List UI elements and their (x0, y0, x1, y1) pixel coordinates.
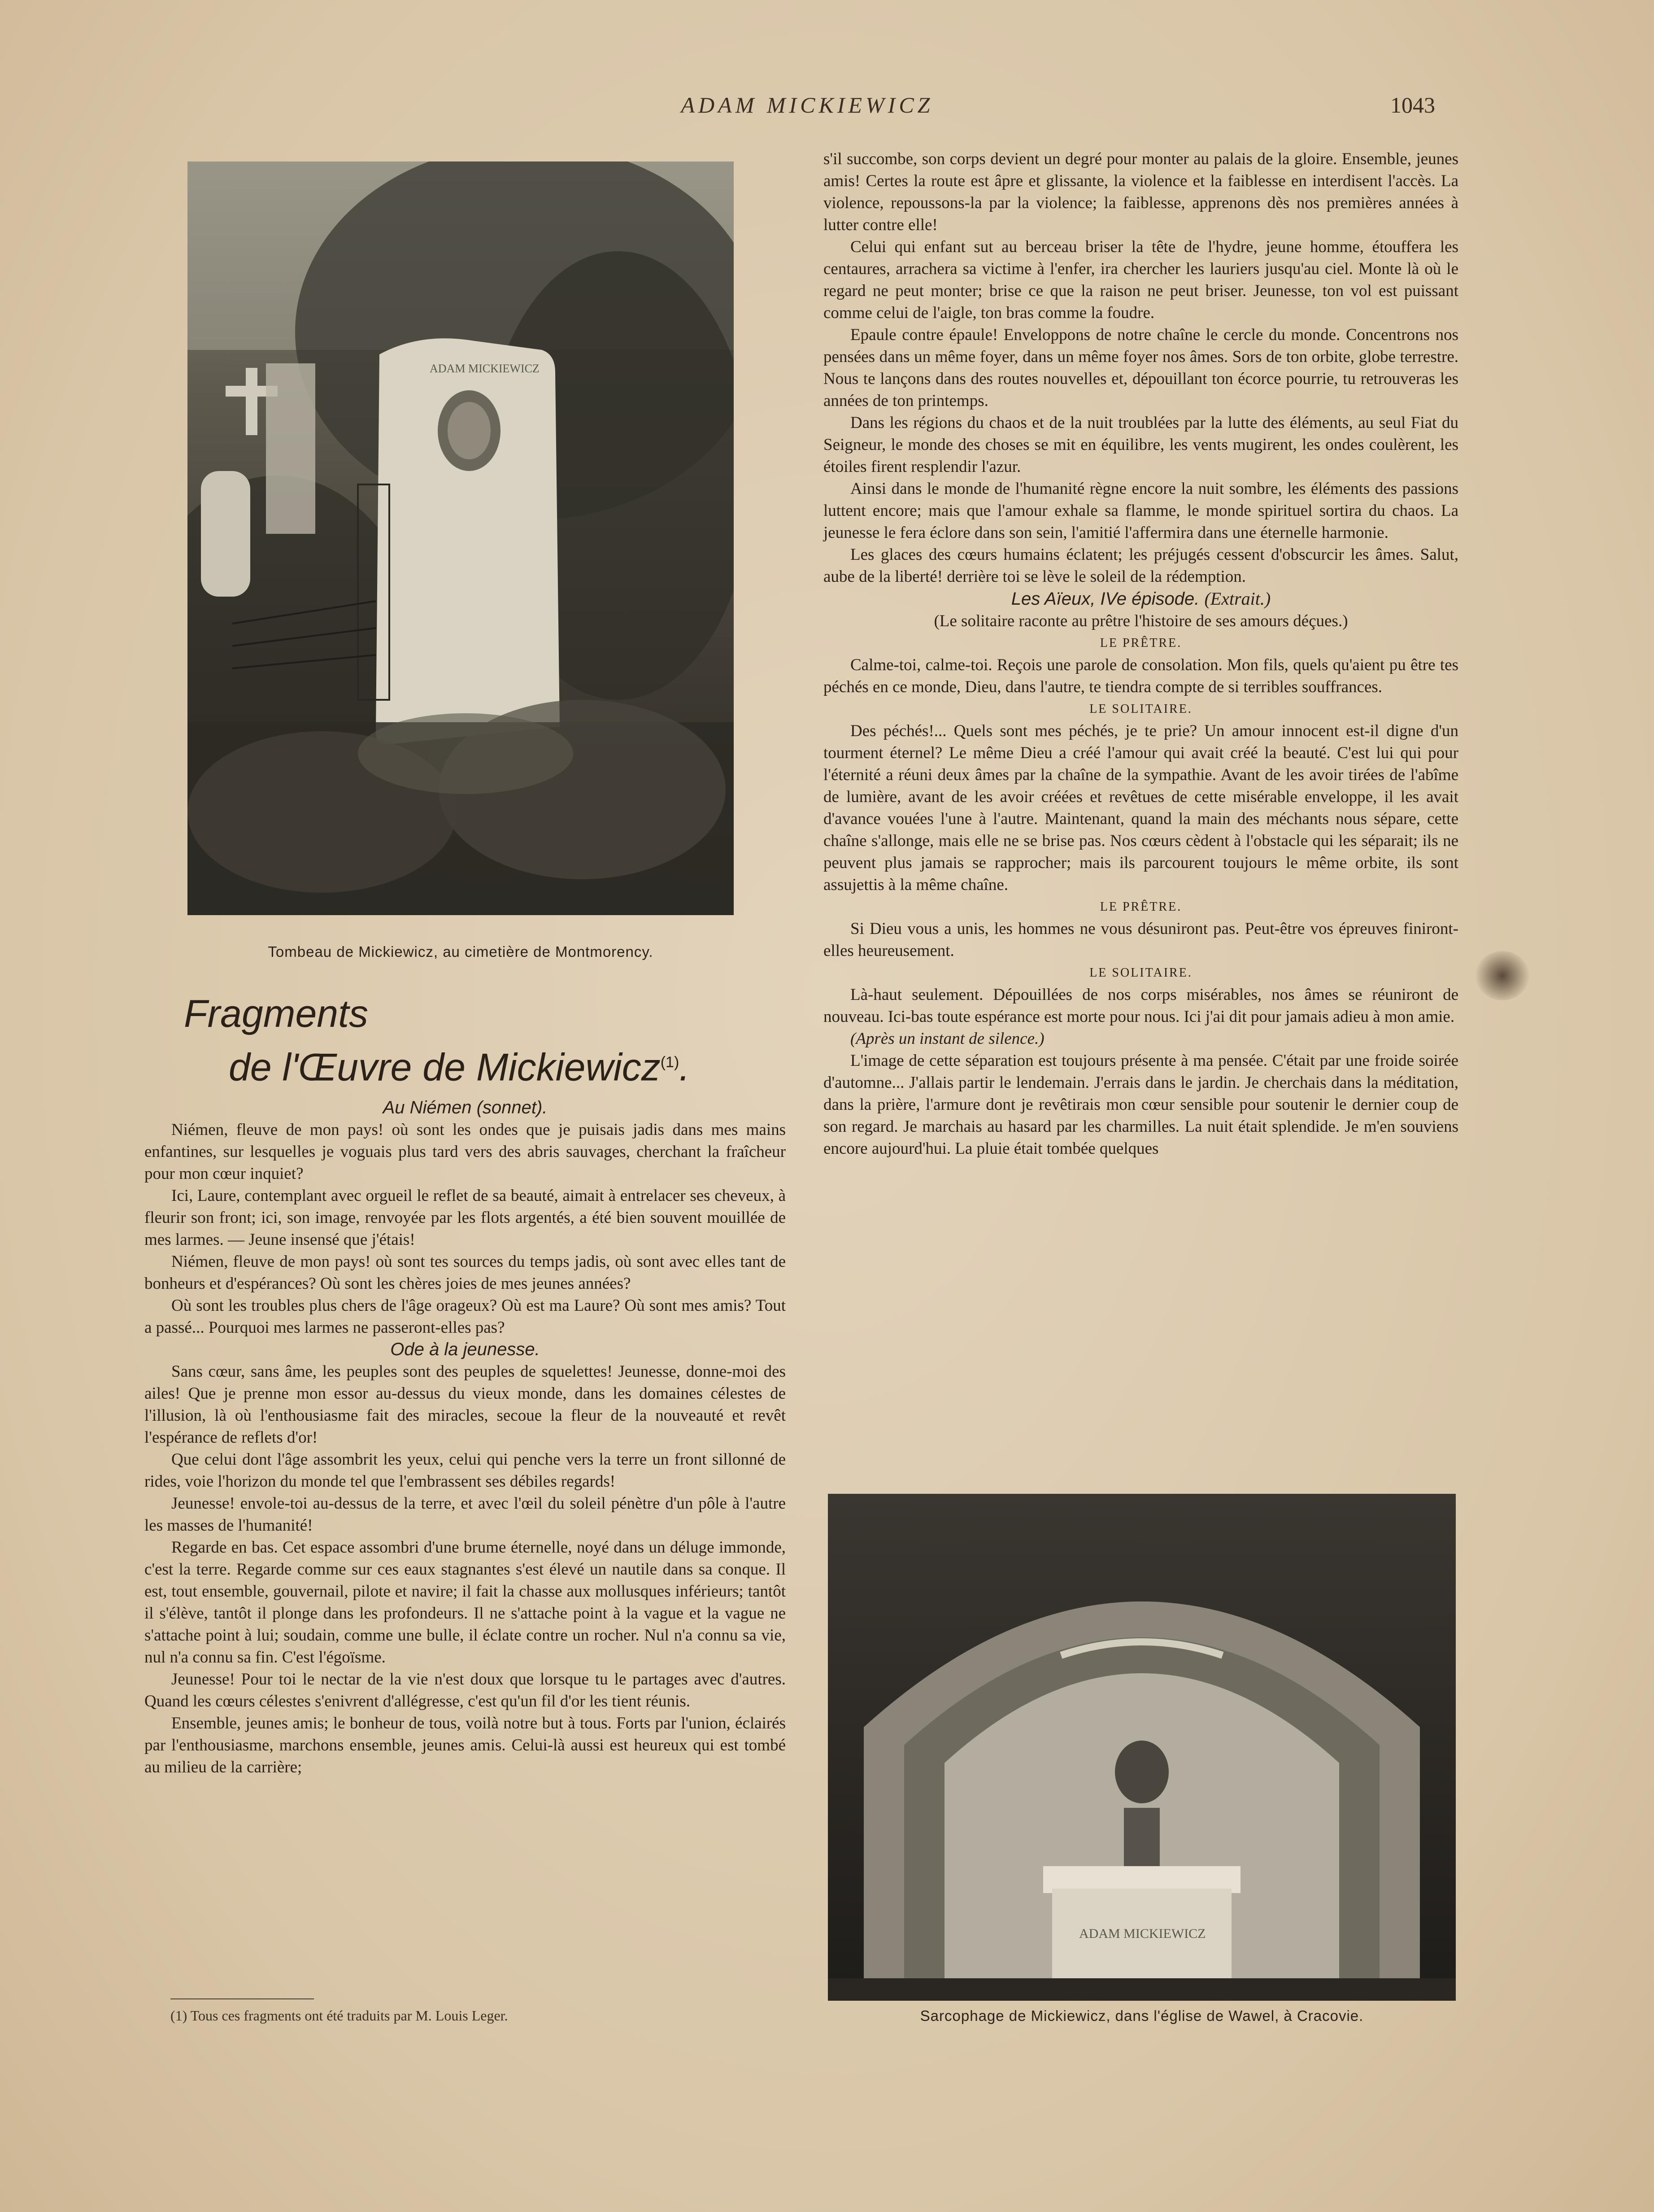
aieux-title (823, 588, 1458, 610)
dialogue-paragraph: Calme-toi, calme-toi. Reçois une parole de consolation. Mon fils, quels qu'aient pu être tes péchés en ce monde, Dieu, dans l'autre, te tiendra compte de si terribles souffrances. (823, 656, 1458, 696)
ode-paragraph: s'il succombe, son corps devient un degré pour monter au palais de la gloire. Ensemble, jeunes amis! Certes la route est âpre et glissante, la violence et la faiblesse en interdisent l'accès. La violence, repoussons-la par la violence; la faiblesse, apprenons dès nos premières années à lutter contre elle! (823, 150, 1458, 234)
running-head: ADAM MICKIEWICZ (681, 92, 934, 118)
ode-paragraph: Ensemble, jeunes amis; le bonheur de tous, voilà notre but à tous. Forts par l'union, éclairés par l'enthousiasme, marchons ensemble, jeunes amis. Celui-là aussi est heureux qui est tombé au milieu de la carrière; (144, 1714, 786, 1776)
sonnet-title: Au Niémen (sonnet). (383, 1098, 548, 1117)
sonnet-paragraph: Niémen, fleuve de mon pays! où sont les ondes que je puisais jadis dans mes mains enfantines, sur lesquelles je voguais plus tard vers des abris sauvages, cherchant la fraîcheur pour mon cœur inquiet? (144, 1121, 786, 1183)
sonnet-paragraph: Où sont les troubles plus chers de l'âge orageux? Où est ma Laure? Où sont mes amis? Tout a passé... Pourquoi mes larmes ne passeront-elles pas? (144, 1296, 786, 1337)
sarcophagus-inscription: ADAM MICKIEWICZ (1079, 1926, 1206, 1941)
tomb-inscription: ADAM MICKIEWICZ (430, 362, 540, 375)
dialogue-paragraph: Des péchés!... Quels sont mes péchés, je te prie? Un amour innocent est-il digne d'un tourment éternel? Le même Dieu a créé l'amour qui avait créé la beauté. C'est lui qui pour l'éternité a réuni deux âmes par la chaîne de la sympathie. Avant de les avoir tirées de l'abîme de lumière, avant de les avoir créées et revêtues de cette misérable enveloppe, il les avait d'avance vouées l'une à l'autre. Maintenant, quand la main des méchants nous sépare, cette chaîne s'allonge, mais elle ne se brise pas. Nos cœurs cèdent à l'obstacle qui les séparait; ils ne peuvent plus jamais se rapprocher; mais ils parcourent toujours le même orbite, ils sont assujettis à la même chaîne. (823, 722, 1458, 894)
speaker-solitary: LE SOLITAIRE. (1089, 966, 1193, 980)
ode-paragraph: Epaule contre épaule! Enveloppons de notre chaîne le cercle du monde. Concentrons nos pensées dans un même foyer, dans un même foyer nos âmes. Sors de ton orbite, globe terrestre. Nous te lançons dans des routes nouvelles et, dépouillant ton écorce pourrie, tu retrouveras les années de ton printemps. (823, 326, 1458, 410)
ode-paragraph: Jeunesse! Pour toi le nectar de la vie n'est doux que lorsque tu le partages avec d'autres. Quand les cœurs célestes s'enivrent d'allégresse, c'est qu'un fil d'or les tient réunis. (144, 1670, 786, 1710)
ode-paragraph: Celui qui enfant sut au berceau briser la tête de l'hydre, jeune homme, étouffera les centaures, arrachera sa victime à l'enfer, ira chercher les lauriers jusqu'au ciel. Monte là où le regard ne peut monter; brise ce que la raison ne peut briser. Jeunesse, ton vol est puissant comme celui de l'aigle, ton bras comme la foudre. (823, 238, 1458, 322)
ode-paragraph: Dans les régions du chaos et de la nuit troublées par la lutte des éléments, au seul Fiat du Seigneur, le monde des choses se mit en équilibre, les vents mugirent, les ondes coulèrent, les étoiles firent resplendir l'azur. (823, 414, 1458, 476)
article-title-line1: Fragments (184, 992, 369, 1035)
dialogue-paragraph: Si Dieu vous a unis, les hommes ne vous désuniront pas. Peut-être vos épreuves finiront-elles heureusement. (823, 920, 1458, 960)
right-column (823, 148, 1458, 1160)
sarcophagus-photo (828, 1494, 1456, 2001)
aieux-extract: (Extrait.) (1204, 589, 1271, 609)
tomb-photo (187, 161, 734, 915)
tomb-scene (187, 161, 734, 915)
sonnet-paragraph: Niémen, fleuve de mon pays! où sont tes sources du temps jadis, où sont avec elles tant de bonheurs et d'espérances? Où sont les chères joies de mes jeunes années? (144, 1252, 786, 1293)
aieux-title-text: Les Aïeux, IVe épisode. (1011, 589, 1200, 609)
article-title-text: de l'Œuvre de Mickiewicz (229, 1046, 661, 1089)
dialogue-paragraph: Là-haut seulement. Dépouillées de nos corps misérables, nos âmes se réuniront de nouveau. Ici-bas toute espérance est morte pour nous. Ici j'ai dit pour jamais adieu à mon amie. (823, 986, 1458, 1026)
speaker-priest: LE PRÊTRE. (1100, 900, 1182, 914)
footnote-rule (170, 1998, 314, 1999)
ode-paragraph: Les glaces des cœurs humains éclatent; les préjugés cessent d'obscurcir les âmes. Salut, aube de la liberté! derrière toi se lève le soleil de la rédemption. (823, 545, 1458, 586)
dialogue-paragraph: L'image de cette séparation est toujours présente à ma pensée. C'était par une froide soirée d'automne... J'allais partir le lendemain. J'errais dans le jardin. Je cherchais dans la méditation, dans la prière, l'armure dont je revêtirais mon cœur sensible pour soutenir le dernier coup de son regard. Je marchais au hasard par les charmilles. La nuit était splendide. Je m'en souviens encore aujourd'hui. La pluie était tombée quelques (823, 1051, 1458, 1158)
ode-paragraph: Jeunesse! envole-toi au-dessus de la terre, et avec l'œil du soleil pénètre d'un pôle à l'autre les masses de l'humanité! (144, 1494, 786, 1535)
speaker-priest: LE PRÊTRE. (1100, 636, 1182, 650)
paper-stain (1476, 951, 1529, 1000)
sarcophagus-scene (828, 1494, 1456, 2001)
footnote: (1) Tous ces fragments ont été traduits par M. Louis Leger. (170, 2007, 508, 2024)
footnote-marker: (1) (660, 1054, 679, 1071)
tomb-caption: Tombeau de Mickiewicz, au cimetière de Montmorency. (268, 943, 653, 960)
ode-paragraph: Sans cœur, sans âme, les peuples sont des peuples de squelettes! Jeunesse, donne-moi des ailes! Que je prenne mon essor au-dessus du vieux monde, dans les domaines célestes de l'illusion, là où l'enthousiasme fait des miracles, secoue la fleur de la nouveauté et revêt l'espérance de reflets d'or! (144, 1362, 786, 1447)
article-title-line2 (229, 1040, 690, 1090)
ode-paragraph: Regarde en bas. Cet espace assombri d'une brume éternelle, noyé dans un déluge immonde, c'est la terre. Regarde comme sur ces eaux stagnantes s'est élevé un nautile dans sa conque. Il est, tout ensemble, gouvernail, pilote et navire; il fait la chasse aux mollusques inférieurs; tantôt il s'élève, tantôt il plonge dans les profondeurs. Il ne s'attache point à la vague et la vague ne s'attache point à lui; soudain, comme une bulle, il éclate contre un rocher. Nul n'a connu sa vie, nul n'a connu sa fin. C'est l'égoïsme. (144, 1538, 786, 1667)
ode-title: Ode à la jeunesse. (390, 1339, 540, 1359)
stage-direction: (Après un instant de silence.) (850, 1030, 1045, 1048)
aieux-intro: (Le solitaire raconte au prêtre l'histoire de ses amours déçues.) (934, 612, 1348, 630)
ode-paragraph: Ainsi dans le monde de l'humanité règne encore la nuit sombre, les éléments des passions luttent encore; mais que l'amour exhale sa flamme, le monde spirituel sortira du chaos. La jeunesse le fera éclore dans son sein, l'amitié l'affermira dans une éternelle harmonie. (823, 480, 1458, 542)
sarcophagus-caption: Sarcophage de Mickiewicz, dans l'église de Wawel, à Cracovie. (920, 2007, 1364, 2024)
sonnet-paragraph: Ici, Laure, contemplant avec orgueil le reflet de sa beauté, aimait à entrelacer ses cheveux, à fleurir son front; ici, son image, renvoyée par les flots argentés, a été bien souvent mouillée de mes larmes. — Jeune insensé que j'étais! (144, 1187, 786, 1249)
left-column (144, 1097, 786, 1778)
page-number: 1043 (1390, 92, 1435, 118)
ode-paragraph: Que celui dont l'âge assombrit les yeux, celui qui penche vers la terre un front sillonné de rides, voie l'horizon du monde tel que l'embrassent ses débiles regards! (144, 1450, 786, 1491)
speaker-solitary: LE SOLITAIRE. (1089, 702, 1193, 716)
article-title-end: . (679, 1046, 690, 1089)
